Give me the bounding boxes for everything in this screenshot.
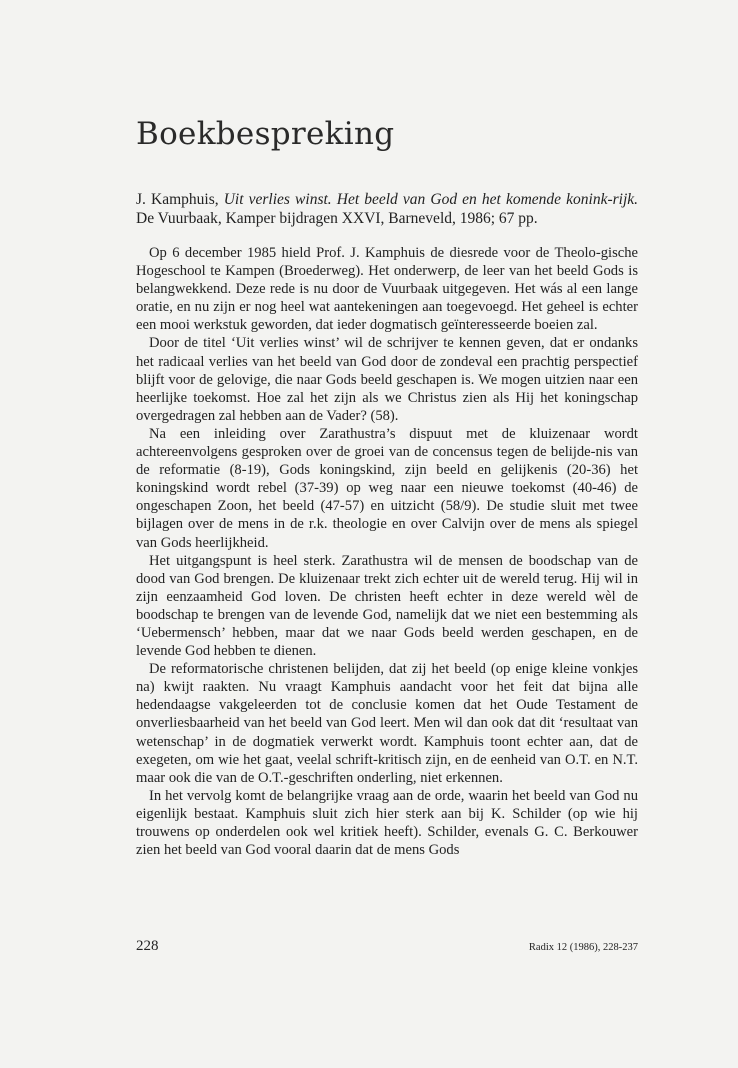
citation-book-title: Uit verlies winst. Het beeld van God en het komende konink-rijk. [223, 191, 639, 208]
paragraph: Op 6 december 1985 hield Prof. J. Kamphuis de diesrede voor de Theolo-gische Hogeschool te Kampen (Broederweg). Het onderwerp, de leer van het beeld Gods is belangwekkend. Deze rede is nu door de Vuurbaak uitgegeven. Het wás al een lange oratie, en nu zijn er nog heel wat aantekeningen aan toegevoegd. Het geheel is echter een mooi werkstuk geworden, dat ieder dogmatisch geïnteresseerde boeien zal. [136, 245, 638, 334]
paragraph: Na een inleiding over Zarathustra’s dispuut met de kluizenaar wordt achtereenvolgens gesproken over de groei van de concensus tegen de belijde-nis van de reformatie (8-19), Gods koningskind, zijn beeld en gelijkenis (20-36) het koningskind wordt rebel (37-39) op weg naar een nieuwe toekomst (40-46) de ongeschapen Zoon, het beeld (47-57) en uitzicht (58/9). De studie sluit met twee bijlagen over de mens in de r.k. theologie en over Calvijn over de mens als spiegel van Gods heerlijkheid. [136, 425, 638, 551]
book-citation [136, 190, 638, 228]
citation-details: De Vuurbaak, Kamper bijdragen XXVI, Barneveld, 1986; 67 pp. [136, 210, 538, 227]
paragraph: In het vervolg komt de belangrijke vraag aan de orde, waarin het beeld van God nu eigenlijk bestaat. Kamphuis sluit zich hier sterk aan bij K. Schilder (op wie hij trouwens op onderdelen ook wel kritiek heeft). Schilder, evenals G. C. Berkouwer zien het beeld van God vooral daarin dat de mens Gods [136, 787, 638, 859]
paragraph: Het uitgangspunt is heel sterk. Zarathustra wil de mensen de boodschap van de dood van God brengen. De kluizenaar trekt zich echter uit de wereld terug. Hij wil in zijn eenzaamheid God loven. De christen heeft echter in deze wereld wèl de boodschap te brengen van de levende God, namelijk dat we niet een bestemming als ‘Uebermensch’ hebben, maar dat we naar Gods beeld werden geschapen, en de levende God hebben te dienen. [136, 552, 638, 660]
paragraph: Door de titel ‘Uit verlies winst’ wil de schrijver te kennen geven, dat er ondanks het radicaal verlies van het beeld van God door de zondeval een prachtig perspectief blijft voor de gelovige, die naar Gods beeld geschapen is. We mogen uitzien naar een heerlijke toekomst. Hoe zal het zijn als we Christus zien als Hij het koningschap overgedragen zal hebben aan de Vader? (58). [136, 335, 638, 424]
review-body [136, 244, 638, 859]
citation-author: J. Kamphuis, [136, 191, 219, 208]
page-title: Boekbespreking [136, 116, 395, 152]
paragraph: De reformatorische christenen belijden, dat zij het beeld (op enige kleine vonkjes na) kwijt raakten. Nu vraagt Kamphuis aandacht voor het feit dat bijna alle hedendaagse vakgeleerden tot de conclusie komen dat het Oude Testament de onverliesbaarheid van het beeld van God leert. Men wil dan ook dat dit ‘resultaat van wetenschap’ in de dogmatiek verwerkt wordt. Kamphuis toont echter aan, dat de exegeten, om wie het gaat, veelal schrift-kritisch zijn, en de eenheid van O.T. en N.T. maar ook die van de O.T.-geschriften onderling, niet erkennen. [136, 661, 638, 786]
journal-reference: Radix 12 (1986), 228-237 [528, 942, 638, 953]
page-number: 228 [136, 938, 159, 954]
